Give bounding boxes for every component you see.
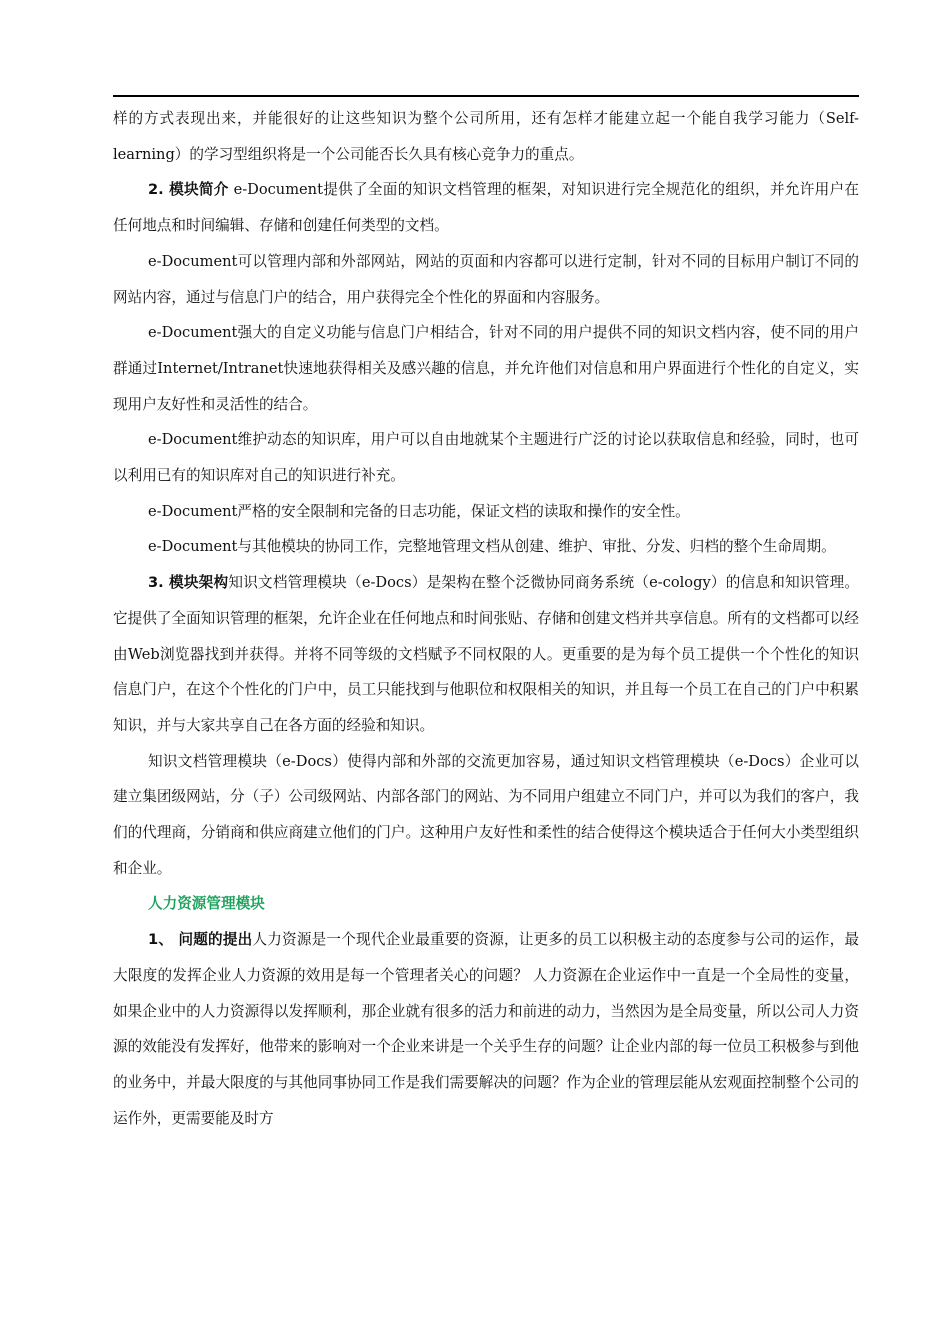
paragraph: 知识文档管理模块（e-Docs）使得内部和外部的交流更加容易，通过知识文档管理模块（e-Docs）企业可以建立集团级网站，分（子）公司级网站、内部各部门的网站、为不同用户组建立不同门户，并可以为我们的客户，我们的代理商，分销商和供应商建立他们的门户。这种用户友好性和柔性的结合使得这个模块适合于任何大小类型组织和企业。 <box>113 752 859 877</box>
paragraph: e-Document可以管理内部和外部网站，网站的页面和内容都可以进行定制，针对不同的目标用户制订不同的网站内容，通过与信息门户的结合，用户获得完全个性化的界面和内容服务。 <box>113 252 859 306</box>
header-rule <box>113 95 859 97</box>
document-body <box>113 101 859 1136</box>
section-problem-statement <box>113 922 859 1136</box>
section-module-architecture <box>113 565 859 744</box>
section-text: 人力资源是一个现代企业最重要的资源，让更多的员工以积极主动的态度参与公司的运作，最大限度的发挥企业人力资源的效用是每一个管理者关心的问题？ 人力资源在企业运作中一直是一个全局性的变量，如果企业中的人力资源得以发挥顺利，那企业就有很多的活力和前进的动力，当然因为是全局变量，所以公司人力资源的效能没有发挥好，他带来的影响对一个企业来讲是一个关乎生存的问题？让企业内部的每一位员工积极参与到他的业务中，并最大限度的与其他同事协同工作是我们需要解决的问题？作为企业的管理层能从宏观面控制整个公司的运作外，更需要能及时方 <box>113 931 859 1127</box>
section-text: 知识文档管理模块（e-Docs）是架构在整个泛微协同商务系统（e-cology）的信息和知识管理。它提供了全面知识管理的框架，允许企业在任何地点和时间张贴、存储和创建文档并共享信息。所有的文档都可以经由Web浏览器找到并获得。并将不同等级的文档赋予不同权限的人。更重要的是为每个员工提供一个个性化的知识信息门户，在这个个性化的门户中，员工只能找到与他职位和权限相关的知识，并且每一个员工在自己的门户中积累知识，并与大家共享自己在各方面的经验和知识。 <box>113 574 860 734</box>
section-label: 2. 模块简介 <box>148 181 229 199</box>
section-heading-hr: 人力资源管理模块 <box>148 895 265 913</box>
paragraph: e-Document强大的自定义功能与信息门户相结合，针对不同的用户提供不同的知识文档内容，使不同的用户群通过Internet/Intranet快速地获得相关及感兴趣的信息，并允许他们对信息和用户界面进行个性化的自定义，实现用户友好性和灵活性的结合。 <box>113 324 859 413</box>
paragraph-continuation: 样的方式表现出来，并能很好的让这些知识为整个公司所用，还有怎样才能建立起一个能自我学习能力（Self-learning）的学习型组织将是一个公司能否长久具有核心竞争力的重点。 <box>113 110 859 163</box>
section-module-intro <box>113 172 859 243</box>
section-label: 1、 问题的提出 <box>148 931 253 949</box>
paragraph: e-Document与其他模块的协同工作，完整地管理文档从创建、维护、审批、分发、归档的整个生命周期。 <box>148 538 836 556</box>
section-label: 3. 模块架构 <box>148 574 229 592</box>
section-text: e-Document提供了全面的知识文档管理的框架，对知识进行完全规范化的组织，并允许用户在任何地点和时间编辑、存储和创建任何类型的文档。 <box>113 181 859 235</box>
paragraph: e-Document维护动态的知识库，用户可以自由地就某个主题进行广泛的讨论以获取信息和经验，同时，也可以利用已有的知识库对自己的知识进行补充。 <box>113 431 859 485</box>
paragraph: e-Document严格的安全限制和完备的日志功能，保证文档的读取和操作的安全性。 <box>148 502 690 520</box>
